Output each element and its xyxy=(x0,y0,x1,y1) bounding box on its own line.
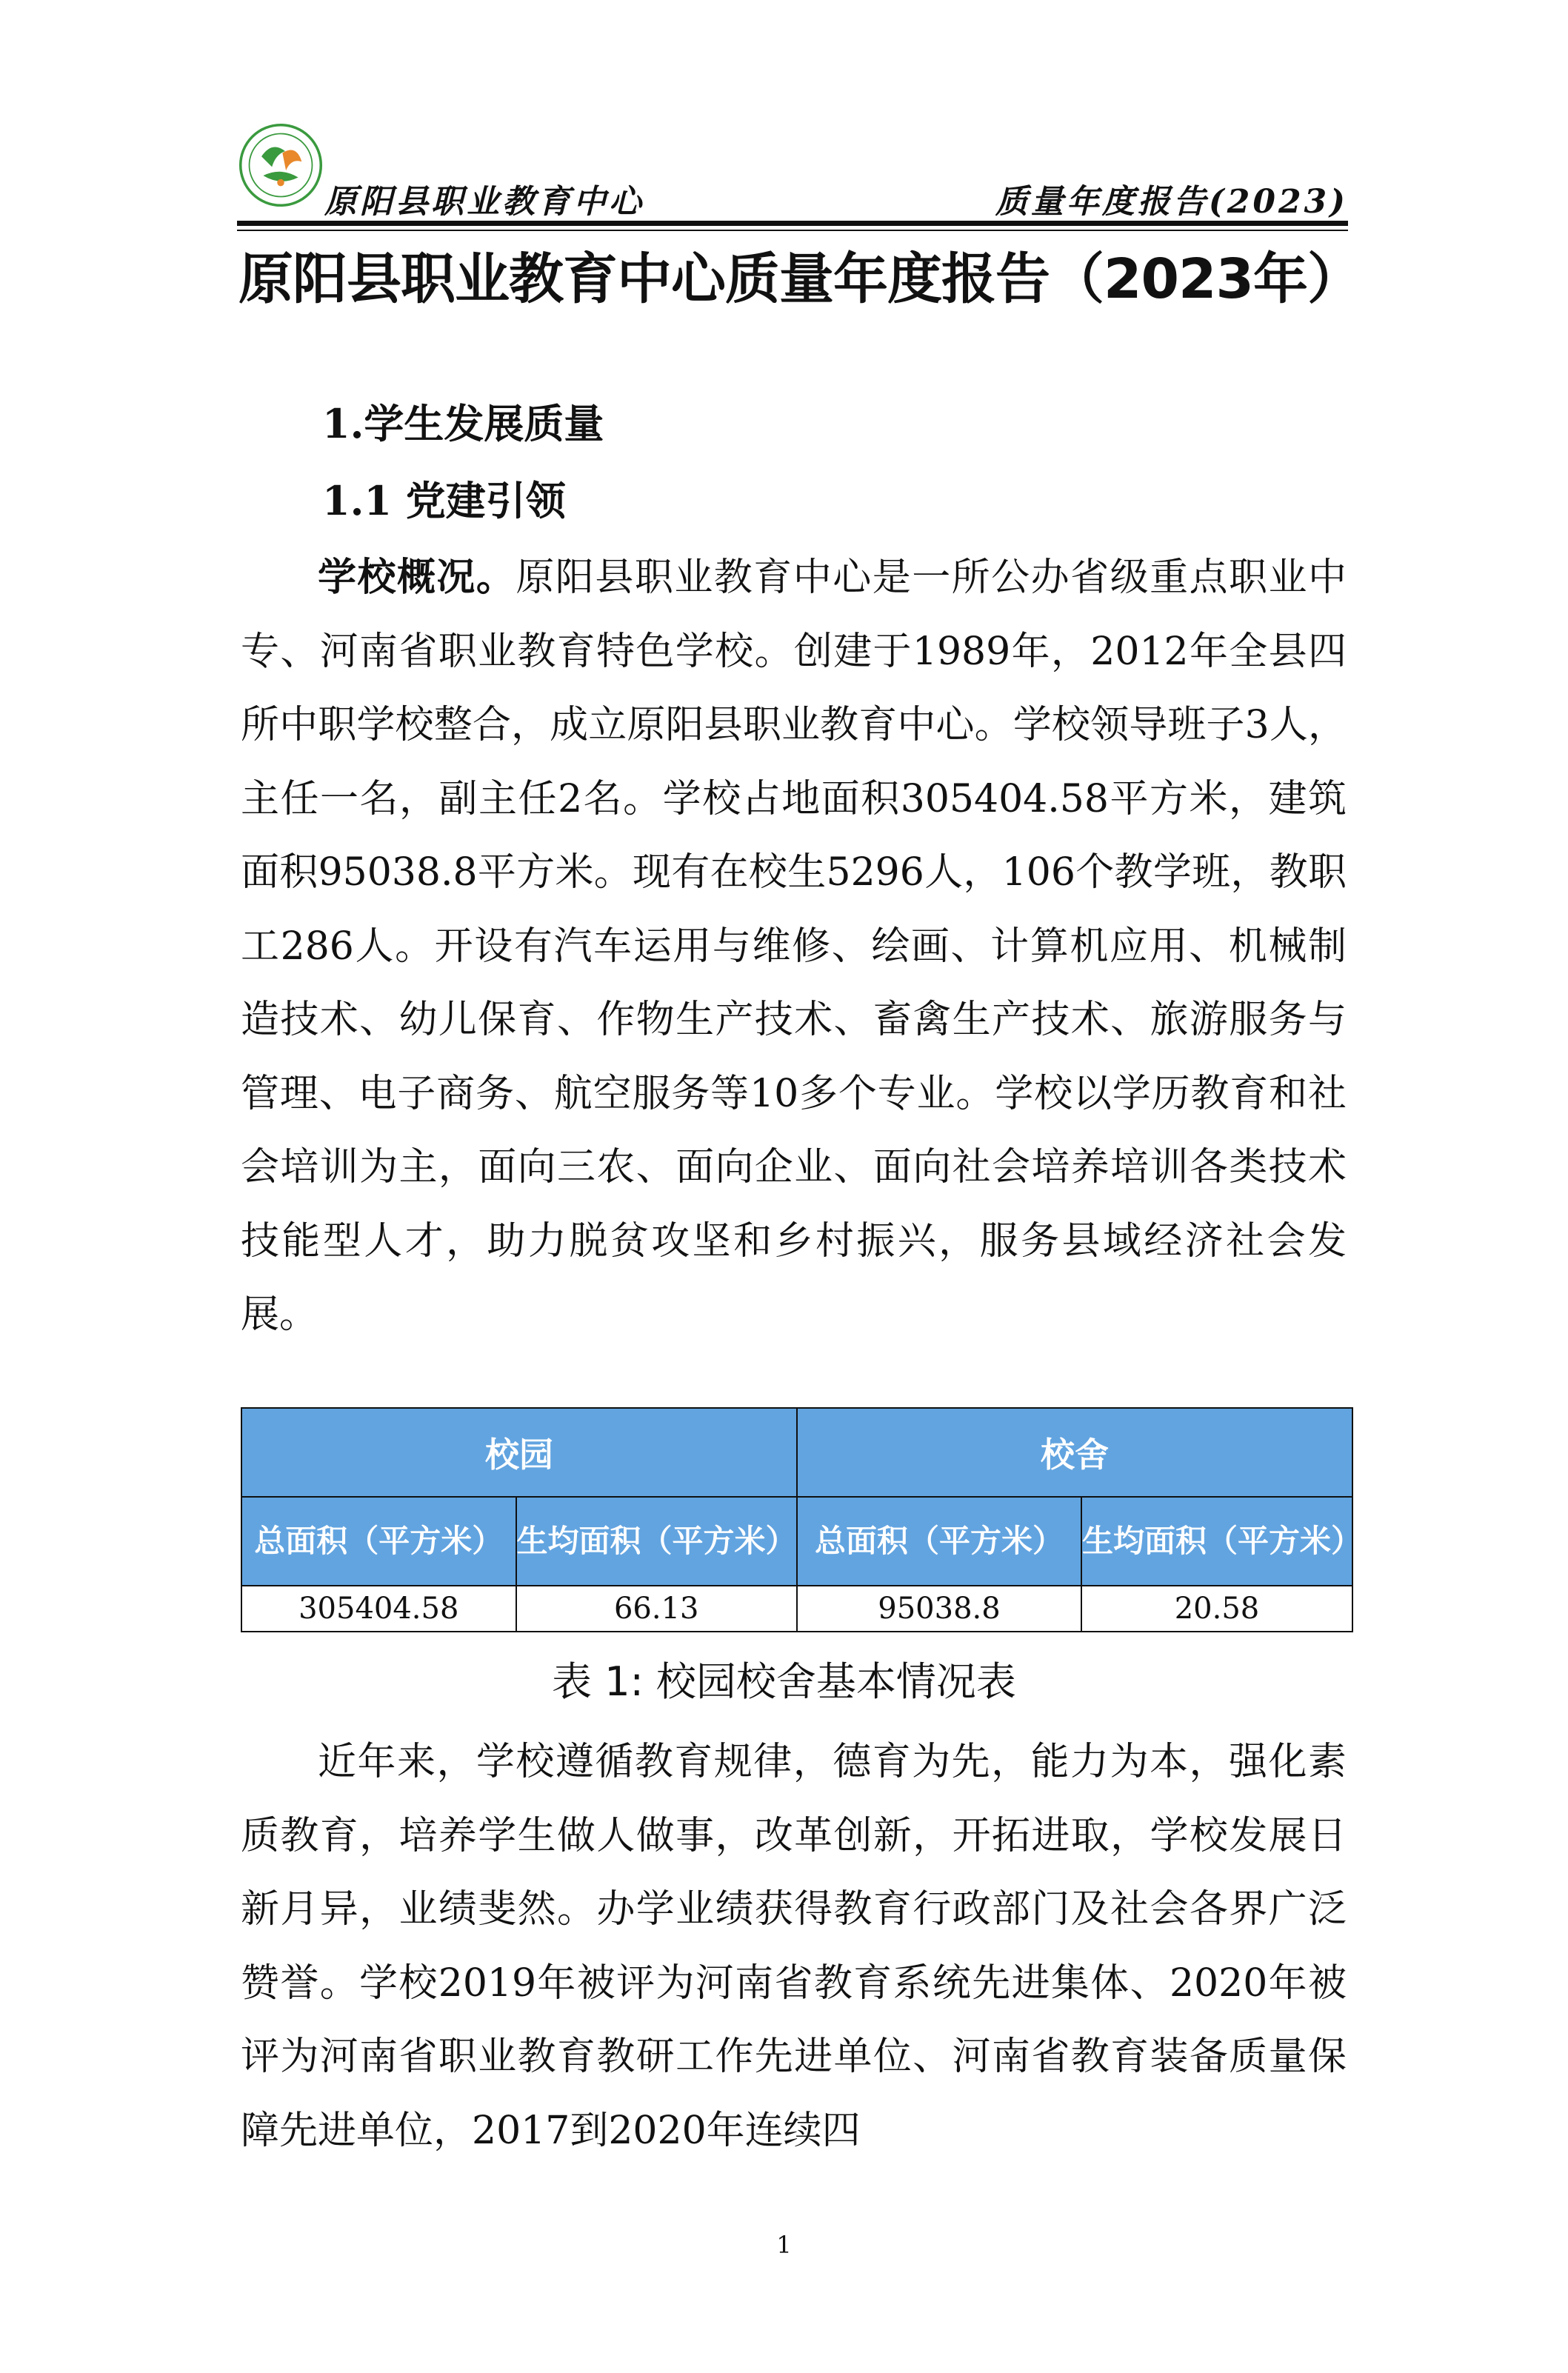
school-logo-icon xyxy=(237,121,324,209)
paragraph-body: 原阳县职业教育中心是一所公办省级重点职业中专、河南省职业教育特色学校。创建于1989年，2012年全县四所中职学校整合，成立原阳县职业教育中心。学校领导班子3人，主任一名，副主任2名。学校占地面积305404.58平方米，建筑面积95038.8平方米。现有在校生5296人，106个教学班，教职工286人。开设有汽车运用与维修、绘画、计算机应用、机械制造技术、幼儿保育、作物生产技术、畜禽生产技术、旅游服务与管理、电子商务、航空服务等10多个专业。学校以学历教育和社会培训为主，面向三农、面向企业、面向社会培养培训各类技术技能型人才，助力脱贫攻坚和乡村振兴，服务县域经济社会发展。 xyxy=(241,555,1347,1337)
table-header-cell: 总面积（平方米） xyxy=(241,1497,516,1586)
table-sub-header-row xyxy=(241,1497,1352,1586)
page-number: 1 xyxy=(776,2231,792,2259)
header-rule-thin xyxy=(237,230,1348,231)
table-header-cell: 生均面积（平方米） xyxy=(516,1497,798,1586)
table-cell: 20.58 xyxy=(1081,1586,1352,1632)
subsection-heading: 1.1 党建引领 xyxy=(322,477,566,524)
table-header-cell: 总面积（平方米） xyxy=(797,1497,1081,1586)
table-row xyxy=(241,1586,1352,1632)
header-report-name: 质量年度报告(2023) xyxy=(995,183,1348,221)
header-rule-thick xyxy=(237,221,1348,226)
table-header-cell: 生均面积（平方米） xyxy=(1081,1497,1352,1586)
page-title: 原阳县职业教育中心质量年度报告（2023年） xyxy=(238,247,1361,311)
table-caption: 表 1: 校园校舍基本情况表 xyxy=(552,1658,1016,1705)
paragraph-lead: 学校概况。 xyxy=(318,555,516,600)
school-overview-paragraph xyxy=(241,541,1347,1352)
achievements-paragraph: 近年来，学校遵循教育规律，德育为先，能力为本，强化素质教育，培养学生做人做事，改革创新，开拓进取，学校发展日新月异，业绩斐然。办学业绩获得教育行政部门及社会各界广泛赞誉。学校2019年被评为河南省教育系统先进集体、2020年被评为河南省职业教育教研工作先进单位、河南省教育装备质量保障先进单位，2017到2020年连续四 xyxy=(241,1740,1347,2153)
header-school-name: 原阳县职业教育中心 xyxy=(324,183,644,221)
page-header xyxy=(237,119,1348,237)
table-group-header-row xyxy=(241,1408,1352,1497)
table-header-buildings: 校舍 xyxy=(797,1408,1352,1497)
table-cell: 305404.58 xyxy=(241,1586,516,1632)
campus-buildings-table xyxy=(241,1407,1363,1632)
table-cell: 66.13 xyxy=(516,1586,798,1632)
section-heading: 1.学生发展质量 xyxy=(322,400,604,447)
table-cell: 95038.8 xyxy=(797,1586,1081,1632)
table-header-campus: 校园 xyxy=(241,1408,797,1497)
